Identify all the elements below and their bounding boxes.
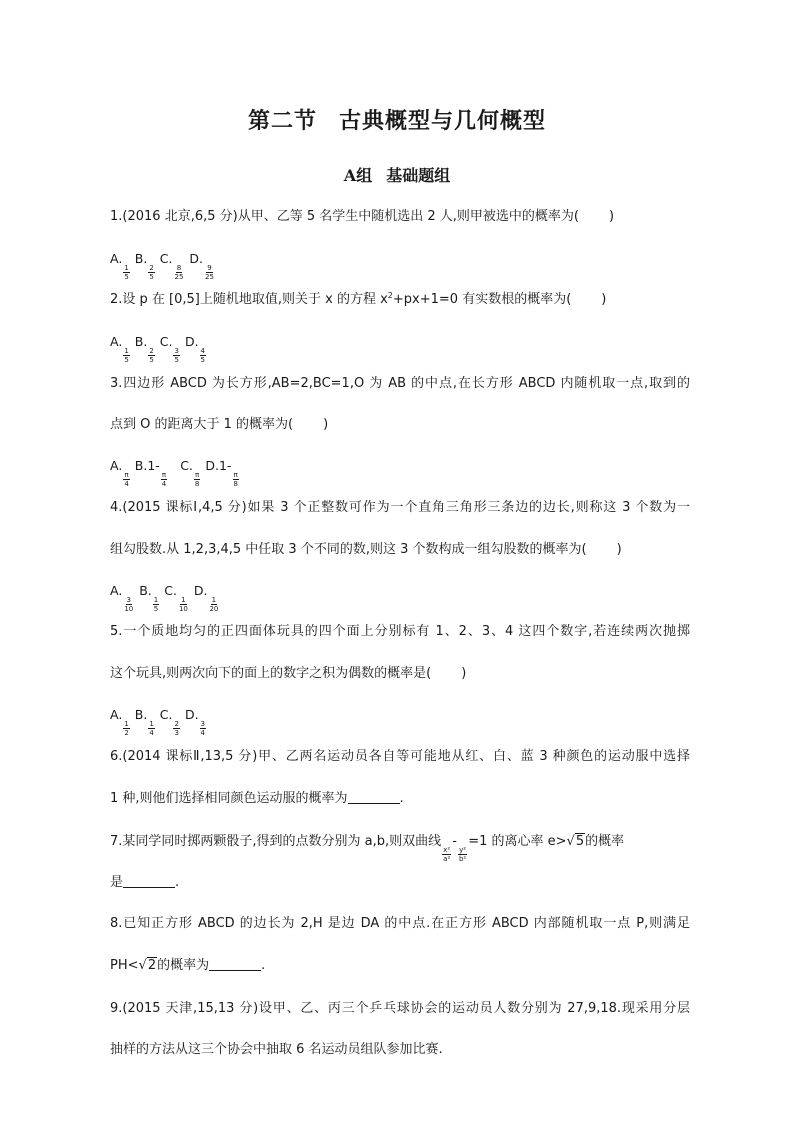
group-label: A组	[343, 166, 373, 185]
question-5-line-2: 这个玩具,则两次向下的面上的数字之积为偶数的概率是( )	[110, 666, 467, 681]
option-c: C. $\frac{8}{25}$	[159, 251, 184, 281]
option-c: C. $\frac{1}{10}$	[164, 583, 188, 613]
group-name: 基础题组	[386, 166, 451, 185]
option-a: A. $\frac{1}{5}$	[110, 334, 129, 364]
fraction-y2-b2: $\frac{\text{y²}}{\text{b²}}$	[458, 846, 467, 863]
option-b: B. $\frac{1}{4}$	[134, 707, 154, 737]
question-4-line-1: 4.(2015 课标Ⅰ,4,5 分)如果 3 个正整数可作为一个直角三角形三条边的边长,则称这 3 个数为一	[110, 500, 690, 515]
question-9-line-2: 抽样的方法从这三个协会中抽取 6 名运动员组队参加比赛.	[110, 1042, 443, 1057]
question-9-line-1: 9.(2015 天津,15,13 分)设甲、乙、丙三个乒乓球协会的运动员人数分别为 27,9,18.现采用分层	[110, 1001, 690, 1016]
group-heading	[0, 163, 794, 186]
option-a: A. $\frac{1}{5}$	[110, 251, 129, 281]
question-3-line-2: 点到 O 的距离大于 1 的概率为( )	[110, 417, 329, 432]
question-5-options	[110, 705, 690, 737]
option-d: D. $\frac{1}{20}$	[193, 583, 219, 613]
option-d: D. $\frac{9}{25}$	[189, 251, 214, 281]
page-title	[0, 104, 794, 135]
question-4-line-2: 组勾股数.从 1,2,3,4,5 中任取 3 个不同的数,则这 3 个数构成一组勾股数的概率为( )	[110, 542, 622, 557]
question-1-text: 1.(2016 北京,6,5 分)从甲、乙等 5 名学生中随机选出 2 人,则甲被选中的概率为(	[110, 209, 579, 224]
section-number: 第二节	[247, 108, 317, 134]
question-3-line-1: 3.四边形 ABCD 为长方形,AB=2,BC=1,O 为 AB 的中点,在长方形 ABCD 内随机取一点,取到的	[110, 376, 690, 391]
answer-blank[interactable]	[348, 803, 400, 804]
option-a: A. $\frac{\pi}{4}$	[110, 458, 129, 488]
option-c: C. $\frac{3}{5}$	[159, 334, 179, 364]
option-d: D.1- $\frac{\pi}{8}$	[205, 458, 238, 488]
option-a: A. $\frac{3}{10}$	[110, 583, 134, 613]
question-8-line-2: PH<√2的概率为 .	[110, 956, 690, 976]
option-a: A. $\frac{1}{2}$	[110, 707, 129, 737]
option-c: C. $\frac{2}{3}$	[159, 707, 179, 737]
section-title: 古典概型与几何概型	[339, 108, 547, 134]
option-d: D. $\frac{3}{4}$	[184, 707, 206, 737]
answer-blank[interactable]	[209, 970, 261, 971]
question-5-line-1: 5.一个质地均匀的正四面体玩具的四个面上分别标有 1、2、3、4 这四个数字,若连续两次抛掷	[110, 624, 690, 639]
question-7-line-2: 是 .	[110, 875, 180, 890]
option-c: C. $\frac{\pi}{8}$	[172, 458, 200, 488]
question-2: 2.设 p 在 [0,5]上随机地取值,则关于 x 的方程 $x^2+px+1=0$ 有实数根的概率为( )	[110, 291, 607, 307]
question-1-options	[110, 249, 690, 281]
option-b: B. $\frac{2}{5}$	[134, 334, 154, 364]
option-d: D. $\frac{4}{5}$	[184, 334, 206, 364]
sqrt-5: √5	[566, 834, 585, 849]
question-3-options	[110, 456, 690, 488]
question-2-options	[110, 332, 690, 364]
option-b: B.1- $\frac{\pi}{4}$	[134, 458, 167, 488]
question-8-line-1: 8.已知正方形 ABCD 的边长为 2,H 是边 DA 的中点.在正方形 ABCD 内部随机取一点 P,则满足	[110, 916, 690, 931]
fraction-x2-a2: $\frac{\text{x²}}{\text{a²}}$	[443, 846, 451, 863]
question-6-line-1: 6.(2014 课标Ⅱ,13,5 分)甲、乙两名运动员各自等可能地从红、白、蓝 3 种颜色的运动服中选择	[110, 749, 690, 764]
question-6-line-2: 1 种,则他们选择相同颜色运动服的概率为 .	[110, 791, 404, 806]
option-b: B. $\frac{1}{5}$	[139, 583, 159, 613]
question-7-line-1: 7.某同学同时掷两颗骰子,得到的点数分别为 a,b,则双曲线 $\frac{\text{x²}}{\text{a²}}$ - $\frac{\text{y²}}{\text{b²}}$ =1 的离心率 e>√5的概率	[110, 834, 625, 863]
question-1: 1.(2016 北京,6,5 分)从甲、乙等 5 名学生中随机选出 2 人,则甲被选中的概率为( )	[110, 209, 615, 224]
sqrt-2: √2	[138, 958, 157, 973]
answer-blank[interactable]	[123, 887, 175, 888]
question-4-options	[110, 581, 690, 613]
option-b: B. $\frac{2}{5}$	[134, 251, 154, 281]
